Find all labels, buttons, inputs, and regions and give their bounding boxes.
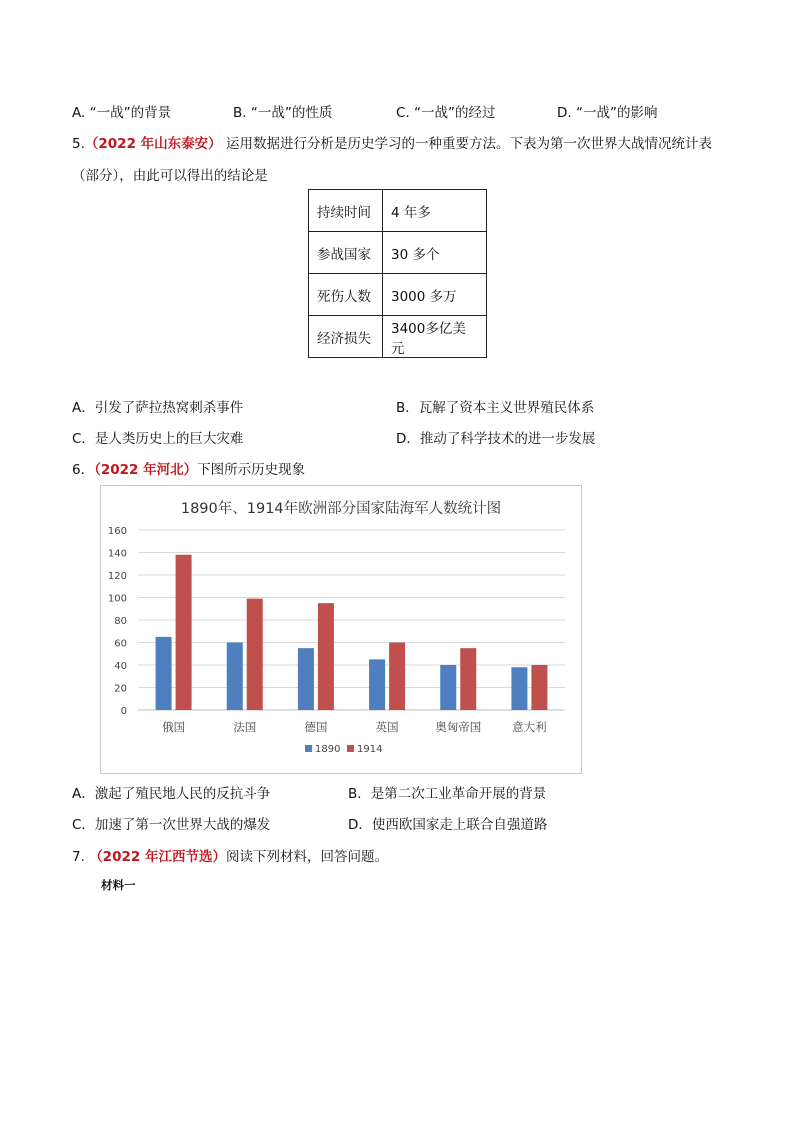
q6-stem bbox=[72, 458, 305, 478]
q5-stem bbox=[72, 132, 712, 152]
table-row bbox=[309, 190, 487, 232]
q4-option-c: C. “一战”的经过 bbox=[396, 105, 496, 121]
y-tick-label: 60 bbox=[114, 638, 127, 650]
x-tick-label: 德国 bbox=[304, 720, 328, 734]
q5-stem-line2: （部分），由此可以得出的结论是 bbox=[72, 168, 268, 184]
q7-stem-text: 阅读下列材料，回答问题。 bbox=[225, 849, 388, 865]
chart-bars bbox=[156, 555, 548, 710]
table-key-cell: 死伤人数 bbox=[309, 274, 383, 316]
chart-y-axis bbox=[108, 526, 127, 717]
q7-number: 7. bbox=[72, 849, 85, 865]
chart-legend bbox=[305, 744, 382, 755]
q6-source: （2022 年河北） bbox=[94, 462, 198, 478]
bar-chart-svg bbox=[101, 486, 581, 773]
bar-1890 bbox=[227, 643, 243, 711]
bar-1890 bbox=[156, 637, 172, 710]
bar-1890 bbox=[298, 648, 314, 710]
x-tick-label: 意大利 bbox=[512, 720, 547, 734]
q6-option-c: C．加速了第一次世界大战的爆发 bbox=[72, 817, 271, 833]
table-key-cell: 持续时间 bbox=[309, 190, 383, 232]
legend-label: 1890 bbox=[315, 744, 341, 755]
q7-material-label: 材料一 bbox=[101, 878, 136, 892]
q5-number: 5. bbox=[72, 136, 85, 152]
x-tick-label: 法国 bbox=[233, 720, 257, 734]
chart-gridlines bbox=[138, 530, 565, 710]
bar-1890 bbox=[511, 667, 527, 710]
q6-number: 6． bbox=[72, 462, 95, 478]
q6-stem-text: 下图所示历史现象 bbox=[197, 462, 306, 478]
q5-stats-table bbox=[308, 189, 487, 358]
bar-1890 bbox=[440, 665, 456, 710]
q5-option-a: A．引发了萨拉热窝刺杀事件 bbox=[72, 400, 244, 416]
q5-stem-text: 运用数据进行分析是历史学习的一种重要方法。下表为第一次世界大战情况统计表 bbox=[225, 136, 712, 152]
q4-option-b: B. “一战”的性质 bbox=[233, 105, 333, 121]
y-tick-label: 80 bbox=[114, 616, 127, 627]
table-value-cell: 3400多亿美元 bbox=[383, 316, 487, 358]
q5-option-d: D．推动了科学技术的进一步发展 bbox=[396, 431, 596, 447]
y-tick-label: 0 bbox=[120, 706, 127, 717]
table-row bbox=[309, 274, 487, 316]
y-tick-label: 140 bbox=[107, 548, 127, 560]
y-tick-label: 160 bbox=[107, 526, 127, 537]
q4-option-d: D. “一战”的影响 bbox=[557, 105, 658, 121]
table-key-cell: 参战国家 bbox=[309, 232, 383, 274]
q7-stem bbox=[72, 845, 388, 865]
table-key-cell: 经济损失 bbox=[309, 316, 383, 358]
bar-chart bbox=[100, 485, 582, 774]
chart-x-axis bbox=[162, 720, 547, 734]
q6-option-b: B．是第二次工业革命开展的背景 bbox=[348, 786, 547, 802]
table-value-cell: 30 多个 bbox=[383, 232, 487, 274]
legend-swatch bbox=[347, 745, 354, 752]
q6-option-a: A．激起了殖民地人民的反抗斗争 bbox=[72, 786, 271, 802]
y-tick-label: 40 bbox=[114, 661, 127, 672]
x-tick-label: 英国 bbox=[375, 720, 399, 734]
bar-1914 bbox=[318, 603, 334, 710]
bar-1914 bbox=[247, 599, 263, 710]
q6-option-d: D．使西欧国家走上联合自强道路 bbox=[348, 817, 548, 833]
q4-option-a: A. “一战”的背景 bbox=[72, 105, 172, 121]
bar-1914 bbox=[389, 643, 405, 711]
x-tick-label: 奥匈帝国 bbox=[435, 720, 482, 734]
q5-source: （2022 年山东泰安） bbox=[84, 136, 222, 152]
table-value-cell: 3000 多万 bbox=[383, 274, 487, 316]
bar-1890 bbox=[369, 659, 385, 710]
y-tick-label: 20 bbox=[114, 683, 127, 695]
bar-1914 bbox=[531, 665, 547, 710]
bar-1914 bbox=[176, 555, 192, 710]
q7-source: （2022 年江西节选） bbox=[89, 849, 226, 865]
x-tick-label: 俄国 bbox=[162, 720, 186, 734]
table-row bbox=[309, 232, 487, 274]
table-value-cell: 4 年多 bbox=[383, 190, 487, 232]
y-tick-label: 120 bbox=[107, 571, 127, 582]
q5-option-c: C．是人类历史上的巨大灾难 bbox=[72, 431, 244, 447]
chart-title: 1890年、1914年欧洲部分国家陆海军人数统计图 bbox=[180, 501, 502, 517]
q5-option-b: B．瓦解了资本主义世界殖民体系 bbox=[396, 400, 595, 416]
legend-swatch bbox=[305, 745, 312, 752]
bar-1914 bbox=[460, 648, 476, 710]
legend-label: 1914 bbox=[357, 744, 383, 755]
y-tick-label: 100 bbox=[107, 593, 127, 605]
table-row bbox=[309, 316, 487, 358]
